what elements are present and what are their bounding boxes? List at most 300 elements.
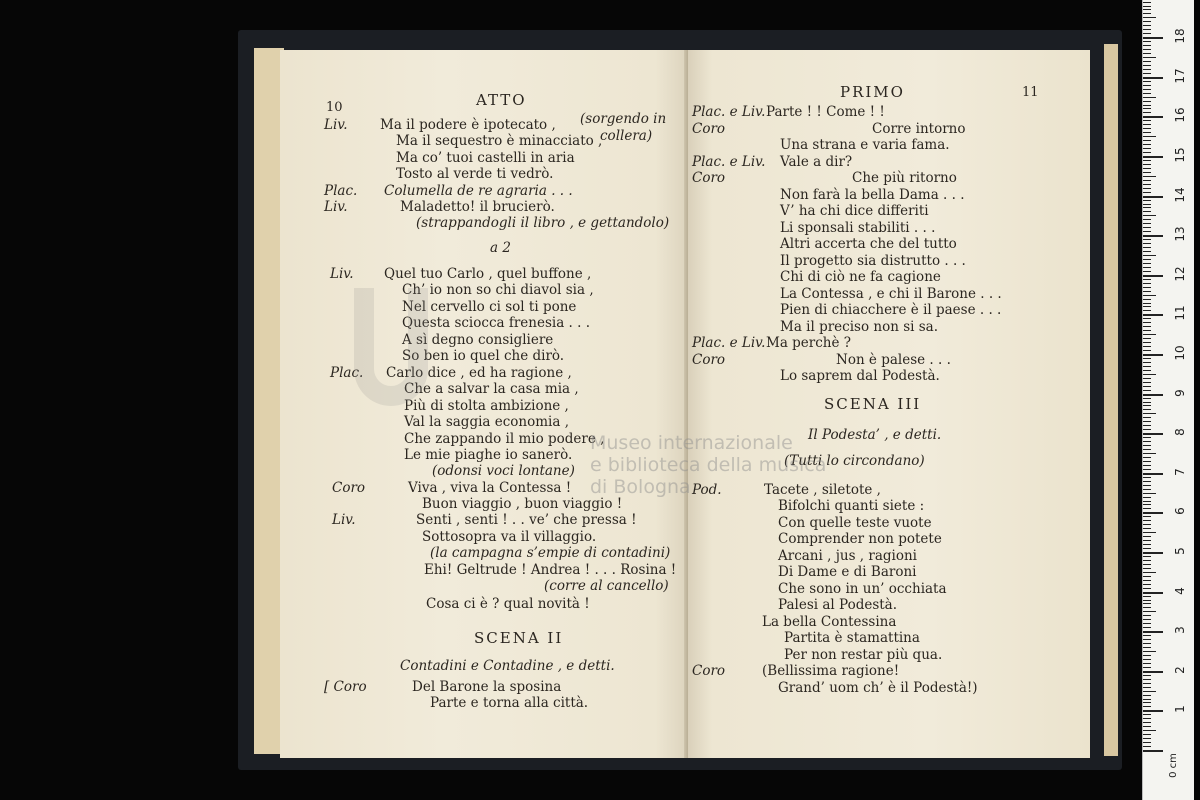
stage-direction: collera) [600, 128, 653, 144]
speaker-label: Coro [692, 170, 726, 186]
ruler-tick [1143, 374, 1156, 375]
ruler-tick [1143, 544, 1151, 545]
ruler-tick [1143, 405, 1151, 406]
ruler-number: 15 [1173, 147, 1187, 163]
ruler-tick [1143, 180, 1151, 181]
ruler-tick [1143, 279, 1151, 280]
ruler-tick [1143, 489, 1151, 490]
ruler-tick [1143, 73, 1151, 74]
ruler-tick [1143, 651, 1156, 652]
ruler-tick [1143, 548, 1151, 549]
ruler-tick [1143, 390, 1151, 391]
verse-line: Questa sciocca frenesia . . . [402, 315, 591, 331]
ruler-tick [1143, 148, 1151, 149]
ruler-tick [1143, 350, 1151, 351]
ruler-number: 18 [1173, 28, 1187, 44]
ruler-tick [1143, 536, 1151, 537]
ruler-number: 12 [1173, 266, 1187, 282]
left-page [280, 50, 688, 758]
speaker-label: Liv. [330, 266, 354, 282]
ruler-tick [1143, 25, 1151, 26]
verse-line: Buon viaggio , buon viaggio ! [422, 496, 623, 512]
verse-line: Lo saprem dal Podestà. [780, 368, 940, 384]
ruler-tick [1143, 580, 1151, 581]
ruler-tick [1143, 322, 1151, 323]
ruler-tick [1143, 465, 1151, 466]
ruler-tick [1143, 247, 1151, 248]
ruler-tick [1143, 112, 1151, 113]
ruler-tick [1143, 457, 1151, 458]
ruler-tick [1143, 659, 1151, 660]
ruler-tick [1143, 172, 1151, 173]
ruler-tick [1143, 101, 1151, 102]
ruler-tick [1143, 69, 1151, 70]
ruler-tick [1143, 398, 1151, 399]
ruler-tick [1143, 291, 1151, 292]
ruler-tick [1143, 706, 1151, 707]
ruler-tick [1143, 53, 1151, 54]
ruler-tick [1143, 611, 1156, 612]
ruler-tick [1143, 473, 1163, 475]
verse-line: Più di stolta ambizione , [404, 398, 569, 414]
stage-direction: (odonsi voci lontane) [432, 463, 575, 479]
ruler-tick [1143, 485, 1151, 486]
speaker-label: Plac. [330, 365, 364, 381]
ruler-tick [1143, 691, 1156, 692]
ruler-tick [1143, 600, 1151, 601]
ruler-tick [1143, 576, 1151, 577]
stage-direction: (corre al cancello) [544, 578, 669, 594]
ruler-tick [1143, 453, 1156, 454]
ruler-tick [1143, 429, 1151, 430]
ruler-tick [1143, 524, 1151, 525]
ruler-tick [1143, 287, 1151, 288]
ruler-tick [1143, 97, 1156, 98]
ruler-tick [1143, 386, 1151, 387]
ruler-tick [1143, 718, 1151, 719]
ruler-tick [1143, 85, 1151, 86]
verse-line: Carlo dice , ed ha ragione , [386, 365, 572, 381]
ruler-number: 14 [1173, 186, 1187, 203]
ruler-tick [1143, 623, 1151, 624]
ruler-tick [1143, 520, 1151, 521]
ruler-tick [1143, 568, 1151, 569]
speaker-label: Coro [692, 352, 726, 368]
ruler-tick [1143, 497, 1151, 498]
ruler-tick [1143, 334, 1156, 335]
ruler-number: 1 [1173, 705, 1187, 714]
ruler-tick [1143, 734, 1151, 735]
ruler-tick [1143, 378, 1151, 379]
verse-line: (Bellissima ragione! [762, 663, 900, 679]
ruler-tick [1143, 140, 1151, 141]
ruler-tick [1143, 259, 1151, 260]
right-page [688, 50, 1090, 758]
ruler-number: 2 [1173, 665, 1187, 674]
ruler-tick [1143, 441, 1151, 442]
scene-characters: Il Podesta’ , e detti. [808, 427, 942, 443]
ruler-tick [1143, 421, 1151, 422]
ruler-tick [1143, 687, 1151, 688]
ruler-tick [1143, 592, 1163, 594]
verse-line: Il progetto sia distrutto . . . [780, 253, 966, 269]
ruler-tick [1143, 631, 1163, 633]
ruler-tick [1143, 330, 1151, 331]
ruler-tick [1143, 120, 1151, 121]
page-header-left: ATTO [476, 91, 527, 109]
ruler-tick [1143, 318, 1151, 319]
ruler-tick [1143, 13, 1151, 14]
speaker-label: Liv. [332, 512, 356, 528]
ruler-tick [1143, 108, 1151, 109]
verse-line: Nel cervello ci sol ti pone [402, 299, 577, 315]
verse-line: Di Dame e di Baroni [778, 564, 917, 580]
ruler-tick [1143, 596, 1151, 597]
ruler-unit-label: 0 cm [1167, 753, 1179, 778]
ruler-tick [1143, 160, 1151, 161]
ruler-tick [1143, 164, 1151, 165]
speaker-label: Plac. e Liv. [692, 154, 766, 170]
scene-title: SCENA III [824, 395, 922, 413]
ruler-tick [1143, 81, 1151, 82]
ruler-tick [1143, 710, 1163, 712]
ruler-tick [1143, 271, 1151, 272]
ruler-tick [1143, 196, 1163, 198]
ruler-tick [1143, 156, 1163, 158]
ruler-tick [1143, 366, 1151, 367]
ruler-tick [1143, 615, 1151, 616]
ruler-tick [1143, 449, 1151, 450]
ruler-tick [1143, 746, 1151, 747]
ruler-tick [1143, 128, 1151, 129]
ruler-tick [1143, 362, 1151, 363]
scene-title: SCENA II [474, 629, 564, 647]
ruler-tick [1143, 730, 1156, 731]
ruler-tick [1143, 504, 1151, 505]
verse-line: Columella de re agraria . . . [384, 183, 573, 199]
ruler-tick [1143, 726, 1151, 727]
verse-line: Con quelle teste vuote [778, 515, 932, 531]
ruler-tick [1143, 722, 1151, 723]
verse-line: Quel tuo Carlo , quel buffone , [384, 266, 592, 282]
ruler-number: 9 [1173, 388, 1187, 397]
ruler-tick [1143, 461, 1151, 462]
ruler-tick [1143, 9, 1151, 10]
ruler-tick [1143, 49, 1151, 50]
verse-line: Senti , senti ! . . ve’ che pressa ! [416, 512, 637, 528]
ruler-number: 17 [1173, 68, 1187, 84]
verse-line: Non è palese . . . [836, 352, 951, 368]
ruler-tick [1143, 306, 1151, 307]
ruler-tick [1143, 588, 1151, 589]
verse-line: Ma il preciso non si sa. [780, 319, 939, 335]
ruler-number: 16 [1173, 107, 1187, 124]
ruler-tick [1143, 314, 1163, 316]
ruler-tick [1143, 695, 1151, 696]
watermark-line: e biblioteca della musica [590, 454, 827, 476]
speaker-label: Coro [692, 663, 726, 679]
verse-line: La Contessa , e chi il Barone . . . [780, 286, 1002, 302]
ruler-tick [1143, 2, 1151, 3]
ruler-tick [1143, 655, 1151, 656]
page-number-left: 10 [326, 100, 343, 115]
ruler-tick [1143, 469, 1151, 470]
ruler-tick [1143, 33, 1151, 34]
stage-direction: (la campagna s’empie di contadini) [430, 545, 671, 561]
verse-line: Ma il podere è ipotecato , [380, 117, 556, 133]
ruler-tick [1143, 647, 1151, 648]
verse-line: Viva , viva la Contessa ! [408, 480, 572, 496]
ruler-tick [1143, 192, 1151, 193]
ruler-tick [1143, 354, 1163, 356]
ruler-tick [1143, 370, 1151, 371]
ruler-tick [1143, 124, 1151, 125]
ruler-tick [1143, 481, 1151, 482]
ruler-number: 8 [1173, 428, 1187, 437]
a-due-marker: a 2 [490, 240, 511, 256]
page-number-right: 11 [1022, 85, 1039, 100]
page-edges-right [1104, 44, 1118, 756]
speaker-label: Coro [332, 480, 366, 496]
ruler-tick [1143, 417, 1151, 418]
verse-line: Chi di ciò ne fa cagione [780, 269, 941, 285]
ruler-tick [1143, 445, 1151, 446]
verse-line: Ma co’ tuoi castelli in aria [396, 150, 575, 166]
verse-line: Che più ritorno [852, 170, 957, 186]
ruler-tick [1143, 295, 1156, 296]
ruler-tick [1143, 552, 1163, 554]
ruler-number: 5 [1173, 547, 1187, 555]
ruler-tick [1143, 738, 1151, 739]
ruler-tick [1143, 326, 1151, 327]
ruler-tick [1143, 6, 1151, 7]
ruler-tick [1143, 584, 1151, 585]
verse-line: Arcani , jus , ragioni [778, 548, 917, 564]
ruler-tick [1143, 643, 1151, 644]
verse-line: Altri accerta che del tutto [780, 236, 957, 252]
ruler-tick [1143, 204, 1151, 205]
speaker-label: [ Coro [324, 679, 367, 695]
verse-line: So ben io quel che dirò. [402, 348, 565, 364]
ruler-tick [1143, 560, 1151, 561]
verse-line: Ch’ io non so chi diavol sia , [402, 282, 594, 298]
ruler-tick [1143, 346, 1151, 347]
speaker-label: Liv. [324, 199, 348, 215]
ruler-tick [1143, 61, 1151, 62]
ruler-tick [1143, 675, 1151, 676]
ruler-tick [1143, 342, 1151, 343]
watermark-logo [354, 288, 428, 406]
ruler-tick [1143, 207, 1151, 208]
ruler-tick [1143, 540, 1151, 541]
verse-line: Tosto al verde ti vedrò. [396, 166, 554, 182]
ruler-tick [1143, 639, 1151, 640]
ruler-tick [1143, 211, 1151, 212]
verse-line: Sottosopra va il villaggio. [422, 529, 597, 545]
verse-line: Non farà la bella Dama . . . [780, 187, 965, 203]
verse-line: Cosa ci è ? qual novità ! [426, 596, 590, 612]
ruler-tick [1143, 219, 1151, 220]
ruler-tick [1143, 132, 1151, 133]
speaker-label: Pod. [692, 482, 722, 498]
ruler-tick [1143, 227, 1151, 228]
verse-line: Li sponsali stabiliti . . . [780, 220, 936, 236]
ruler-tick [1143, 516, 1151, 517]
scene-characters: Contadini e Contadine , e detti. [400, 658, 615, 674]
ruler-tick [1143, 136, 1156, 137]
ruler-tick [1143, 37, 1163, 39]
speaker-label: Liv. [324, 117, 348, 133]
page-header-right: PRIMO [840, 83, 905, 101]
verse-line: Che zappando il mio podere , [404, 431, 605, 447]
verse-line: Val la saggia economia , [404, 414, 569, 430]
ruler-tick [1143, 413, 1156, 414]
measuring-ruler [1142, 0, 1194, 800]
ruler-tick [1143, 223, 1151, 224]
ruler-tick [1143, 338, 1151, 339]
verse-line: Comprender non potete [778, 531, 942, 547]
ruler-tick [1143, 409, 1151, 410]
ruler-tick [1143, 477, 1151, 478]
watermark-line: di Bologna [590, 476, 691, 498]
verse-line: Corre intorno [872, 121, 966, 137]
ruler-tick [1143, 45, 1151, 46]
ruler-tick [1143, 750, 1163, 752]
ruler-number: 10 [1173, 345, 1187, 361]
ruler-tick [1143, 402, 1151, 403]
verse-line: Ehi! Geltrude ! Andrea ! . . . Rosina ! [424, 562, 677, 578]
ruler-tick [1143, 251, 1151, 252]
verse-line: Le mie piaghe io sanerò. [404, 447, 573, 463]
ruler-tick [1143, 663, 1151, 664]
ruler-tick [1143, 21, 1151, 22]
ruler-tick [1143, 303, 1151, 304]
ruler-number: 4 [1173, 586, 1187, 595]
stage-direction: (sorgendo in [580, 111, 667, 127]
watermark-line: Museo internazionale [590, 432, 793, 454]
ruler-tick [1143, 501, 1151, 502]
ruler-tick [1143, 231, 1151, 232]
ruler-tick [1143, 57, 1156, 58]
verse-line: Che sono in un’ occhiata [778, 581, 947, 597]
ruler-tick [1143, 215, 1156, 216]
ruler-tick [1143, 275, 1163, 277]
ruler-tick [1143, 572, 1156, 573]
ruler-tick [1143, 679, 1151, 680]
ruler-tick [1143, 168, 1151, 169]
ruler-tick [1143, 532, 1156, 533]
speaker-label: Plac. e Liv. [692, 104, 766, 120]
verse-line: Del Barone la sposina [412, 679, 562, 695]
ruler-number: 3 [1173, 626, 1187, 635]
ruler-tick [1143, 29, 1151, 30]
verse-line: Una strana e varia fama. [780, 137, 950, 153]
stage-direction: (Tutti lo circondano) [784, 453, 925, 469]
verse-line: Palesi al Podestà. [778, 597, 898, 613]
verse-line: V’ ha chi dice differiti [780, 203, 929, 219]
verse-line: Maladetto! il brucierò. [400, 199, 555, 215]
ruler-tick [1143, 699, 1151, 700]
ruler-number: 7 [1173, 467, 1187, 476]
ruler-tick [1143, 493, 1156, 494]
ruler-tick [1143, 512, 1163, 514]
ruler-tick [1143, 619, 1151, 620]
verse-line: Per non restar più qua. [784, 647, 943, 663]
ruler-tick [1143, 263, 1151, 264]
ruler-tick [1143, 564, 1151, 565]
verse-line: Pien di chiacchere è il paese . . . [780, 302, 1002, 318]
speaker-label: Coro [692, 121, 726, 137]
ruler-tick [1143, 437, 1151, 438]
verse-line: Bifolchi quanti siete : [778, 498, 925, 514]
verse-line: Ma perchè ? [766, 335, 852, 351]
verse-line: Parte e torna alla città. [430, 695, 589, 711]
stage-direction: (strappandogli il libro , e gettandolo) [416, 215, 670, 231]
verse-line: Che a salvar la casa mia , [404, 381, 579, 397]
ruler-tick [1143, 358, 1151, 359]
ruler-tick [1143, 433, 1163, 435]
ruler-tick [1143, 607, 1151, 608]
ruler-tick [1143, 105, 1151, 106]
ruler-tick [1143, 17, 1156, 18]
ruler-tick [1143, 556, 1151, 557]
ruler-tick [1143, 310, 1151, 311]
ruler-tick [1143, 683, 1151, 684]
ruler-tick [1143, 188, 1151, 189]
ruler-tick [1143, 235, 1163, 237]
ruler-tick [1143, 93, 1151, 94]
verse-line: La bella Contessina [762, 614, 897, 630]
ruler-tick [1143, 239, 1151, 240]
ruler-tick [1143, 255, 1156, 256]
verse-line: Grand’ uom ch’ è il Podestà!) [778, 680, 978, 696]
ruler-tick [1143, 267, 1151, 268]
ruler-tick [1143, 603, 1151, 604]
speaker-label: Plac. [324, 183, 358, 199]
ruler-tick [1143, 394, 1163, 396]
ruler-tick [1143, 65, 1151, 66]
ruler-tick [1143, 77, 1163, 79]
ruler-tick [1143, 89, 1151, 90]
verse-line: A sì degno consigliere [402, 332, 554, 348]
ruler-tick [1143, 702, 1151, 703]
ruler-tick [1143, 184, 1151, 185]
ruler-tick [1143, 627, 1151, 628]
speaker-label: Plac. e Liv. [692, 335, 766, 351]
verse-line: Vale a dir? [780, 154, 853, 170]
ruler-tick [1143, 671, 1163, 673]
ruler-number: 13 [1173, 226, 1187, 242]
ruler-tick [1143, 382, 1151, 383]
ruler-tick [1143, 528, 1151, 529]
ruler-tick [1143, 152, 1151, 153]
verse-line: Ma il sequestro è minacciato , [396, 133, 603, 149]
ruler-number: 11 [1173, 305, 1187, 322]
ruler-tick [1143, 243, 1151, 244]
ruler-number: 6 [1173, 507, 1187, 516]
ruler-tick [1143, 176, 1156, 177]
verse-line: Tacete , siletote , [764, 482, 881, 498]
watermark-text [590, 432, 826, 498]
ruler-tick [1143, 425, 1151, 426]
ruler-tick [1143, 116, 1163, 118]
ruler-tick [1143, 144, 1151, 145]
ruler-tick [1143, 742, 1151, 743]
ruler-tick [1143, 283, 1151, 284]
ruler-tick [1143, 200, 1151, 201]
ruler-tick [1143, 299, 1151, 300]
ruler-tick [1143, 41, 1151, 42]
